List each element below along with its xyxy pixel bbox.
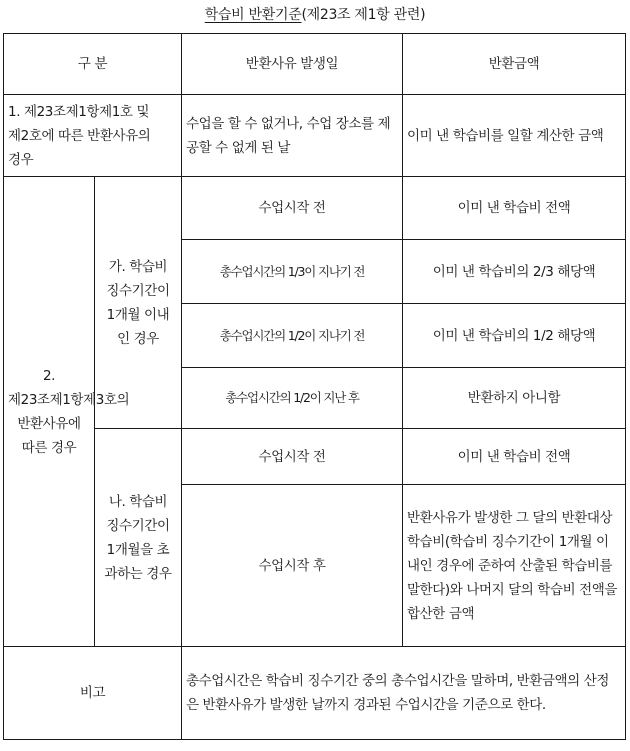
group-b-amount-2: 반환사유가 발생한 그 달의 반환대상 학습비(학습비 징수기간이 1개월 이내인 경우에 준하여 산출된 학습비를 말한다)와 나머지 달의 학습비 전액을 합산한 금액 [403, 485, 626, 647]
group-a-amount-4: 반환하지 아니함 [403, 368, 626, 429]
row2-category: 2. 제23조제1항제3호의 반환사유에 따른 경우 [4, 177, 95, 647]
title-suffix: (제23조 제1항 관련) [301, 7, 426, 23]
group-a-occurrence-3: 총수업시간의 1/2이 지나기 전 [182, 304, 403, 368]
header-category: 구 분 [4, 34, 182, 95]
group-b-occurrence-2: 수업시작 후 [182, 485, 403, 647]
group-a-label: 가. 학습비 징수기간이 1개월 이내인 경우 [95, 177, 182, 429]
remarks-row [4, 647, 626, 740]
row1-category: 1. 제23조제1항제1호 및 제2호에 따른 반환사유의 경우 [4, 95, 182, 177]
title-main: 학습비 반환기준 [204, 7, 302, 23]
group-b-label: 나. 학습비 징수기간이 1개월을 초과하는 경우 [95, 429, 182, 647]
row1-occurrence: 수업을 할 수 없거나, 수업 장소를 제공할 수 없게 된 날 [182, 95, 403, 177]
row-1 [4, 95, 626, 177]
row-2b-1 [4, 429, 626, 485]
remarks-text: 총수업시간은 학습비 징수기간 중의 총수업시간을 말하며, 반환금액의 산정은 반환사유가 발생한 날까지 경과된 수업시간을 기준으로 한다. [182, 647, 626, 740]
group-a-occurrence-2: 총수업시간의 1/3이 지나기 전 [182, 240, 403, 304]
row1-amount: 이미 낸 학습비를 일할 계산한 금액 [403, 95, 626, 177]
header-amount: 반환금액 [403, 34, 626, 95]
group-a-amount-2: 이미 낸 학습비의 2/3 해당액 [403, 240, 626, 304]
refund-criteria-table [3, 33, 626, 740]
group-b-occurrence-1: 수업시작 전 [182, 429, 403, 485]
header-occurrence: 반환사유 발생일 [182, 34, 403, 95]
group-a-occurrence-4: 총수업시간의 1/2이 지난 후 [182, 368, 403, 429]
header-row [4, 34, 626, 95]
group-a-amount-3: 이미 낸 학습비의 1/2 해당액 [403, 304, 626, 368]
group-b-amount-1: 이미 낸 학습비 전액 [403, 429, 626, 485]
remarks-label: 비고 [4, 647, 182, 740]
row-2a-1 [4, 177, 626, 240]
document-title [0, 0, 630, 32]
group-a-occurrence-1: 수업시작 전 [182, 177, 403, 240]
group-a-amount-1: 이미 낸 학습비 전액 [403, 177, 626, 240]
